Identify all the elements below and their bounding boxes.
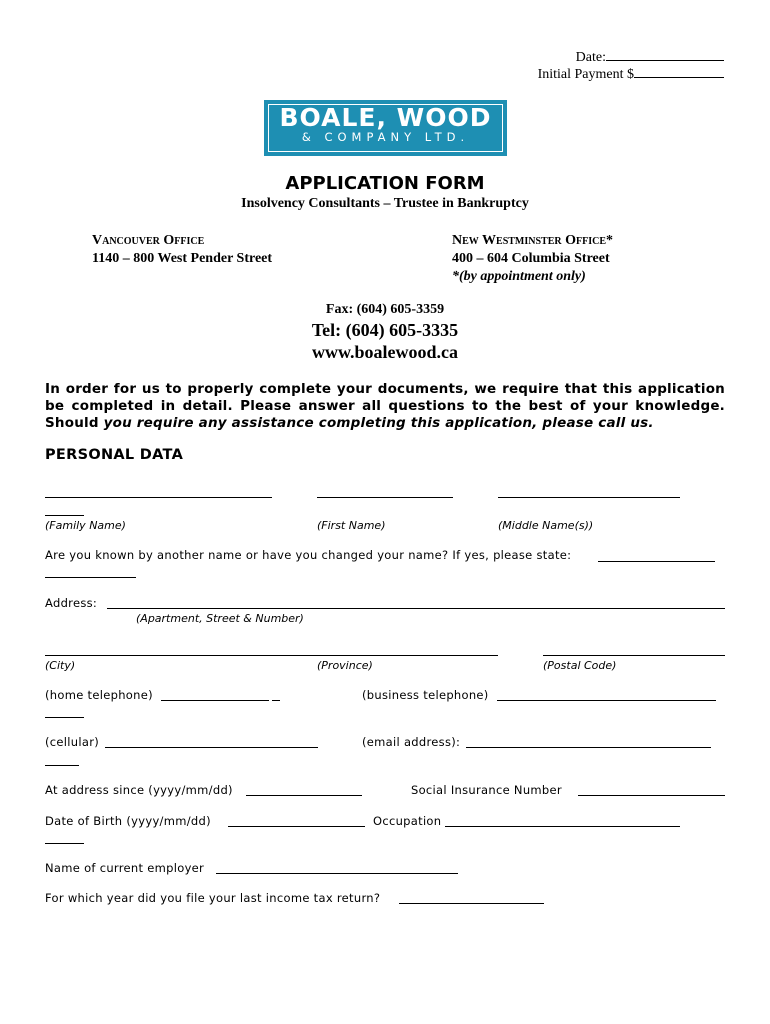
address-since-label: At address since (yyyy/mm/dd) <box>45 783 233 797</box>
address-label: Address: <box>45 596 98 610</box>
address-field[interactable] <box>107 608 725 609</box>
first-name-field[interactable] <box>317 497 453 498</box>
date-field[interactable] <box>606 48 724 61</box>
tax-return-field[interactable] <box>399 903 544 904</box>
business-telephone-label: (business telephone) <box>362 688 489 702</box>
initial-payment-line <box>538 65 724 83</box>
tax-return-label: For which year did you file your last income tax return? <box>45 891 381 905</box>
new-westminster-office <box>452 232 613 286</box>
occupation-label: Occupation <box>373 814 442 828</box>
logo-line1: BOALE, WOOD <box>279 103 492 132</box>
occupation-field-continued[interactable] <box>45 843 84 844</box>
address-since-field[interactable] <box>246 795 362 796</box>
new-westminster-office-name: New Westminster Office* <box>452 233 613 248</box>
email-label: (email address): <box>362 735 461 749</box>
email-field[interactable] <box>466 747 711 748</box>
vancouver-office <box>92 232 272 268</box>
telephone-number: Tel: (604) 605-3335 <box>311 320 459 340</box>
home-telephone-label: (home telephone) <box>45 688 153 702</box>
postal-code-field[interactable] <box>543 655 725 656</box>
section-title: PERSONAL DATA <box>45 447 184 463</box>
vancouver-office-address: 1140 – 800 West Pender Street <box>92 251 273 266</box>
form-subtitle: Insolvency Consultants – Trustee in Bankruptcy <box>241 196 529 211</box>
middle-name-field[interactable] <box>498 497 680 498</box>
city-province-field[interactable] <box>45 655 498 656</box>
intro-bold: In order for us to properly complete your documents, we require that this application be completed in detail. Please answer all questions to the best of your knowledge. Should <box>45 381 725 431</box>
middle-name-label: (Middle Name(s)) <box>498 519 594 532</box>
new-westminster-office-address: 400 – 604 Columbia Street <box>452 251 610 266</box>
occupation-field[interactable] <box>445 826 680 827</box>
initial-payment-field[interactable] <box>634 65 724 78</box>
dob-label: Date of Birth (yyyy/mm/dd) <box>45 814 211 828</box>
initial-payment-label: Initial Payment $ <box>537 67 634 82</box>
postal-code-label: (Postal Code) <box>543 659 617 672</box>
new-westminster-office-note: *(by appointment only) <box>452 269 586 284</box>
fax-number: Fax: (604) 605-3359 <box>325 302 445 317</box>
date-line <box>576 48 724 66</box>
date-label: Date: <box>575 50 606 65</box>
apartment-hint: (Apartment, Street & Number) <box>136 612 304 625</box>
other-name-field[interactable] <box>598 561 715 562</box>
dob-field[interactable] <box>228 826 365 827</box>
family-name-field-continued[interactable] <box>45 515 84 516</box>
home-telephone-field[interactable] <box>161 700 269 701</box>
company-logo <box>264 100 507 156</box>
website: www.boalewood.ca <box>311 342 458 362</box>
other-name-field-continued[interactable] <box>45 577 136 578</box>
intro-paragraph <box>45 381 725 432</box>
other-name-question: Are you known by another name or have you changed your name? If yes, please state: <box>45 548 572 562</box>
business-telephone-field[interactable] <box>497 700 716 701</box>
cellular-label: (cellular) <box>45 735 100 749</box>
form-title: APPLICATION FORM <box>285 173 485 194</box>
logo-line2: & COMPANY LTD. <box>301 130 470 144</box>
province-label: (Province) <box>317 659 373 672</box>
family-name-field[interactable] <box>45 497 272 498</box>
cellular-field-continued[interactable] <box>45 765 79 766</box>
sin-field[interactable] <box>578 795 725 796</box>
sin-label: Social Insurance Number <box>411 783 562 797</box>
vancouver-office-name: Vancouver Office <box>92 233 205 248</box>
city-label: (City) <box>45 659 76 672</box>
employer-field[interactable] <box>216 873 458 874</box>
home-telephone-field-continued[interactable] <box>45 717 84 718</box>
intro-italic: you require any assistance completing this application, please call us. <box>103 415 654 431</box>
first-name-label: (First Name) <box>317 519 386 532</box>
home-telephone-field-extra[interactable] <box>272 700 280 701</box>
employer-label: Name of current employer <box>45 861 205 875</box>
family-name-label: (Family Name) <box>45 519 126 532</box>
cellular-field[interactable] <box>105 747 318 748</box>
